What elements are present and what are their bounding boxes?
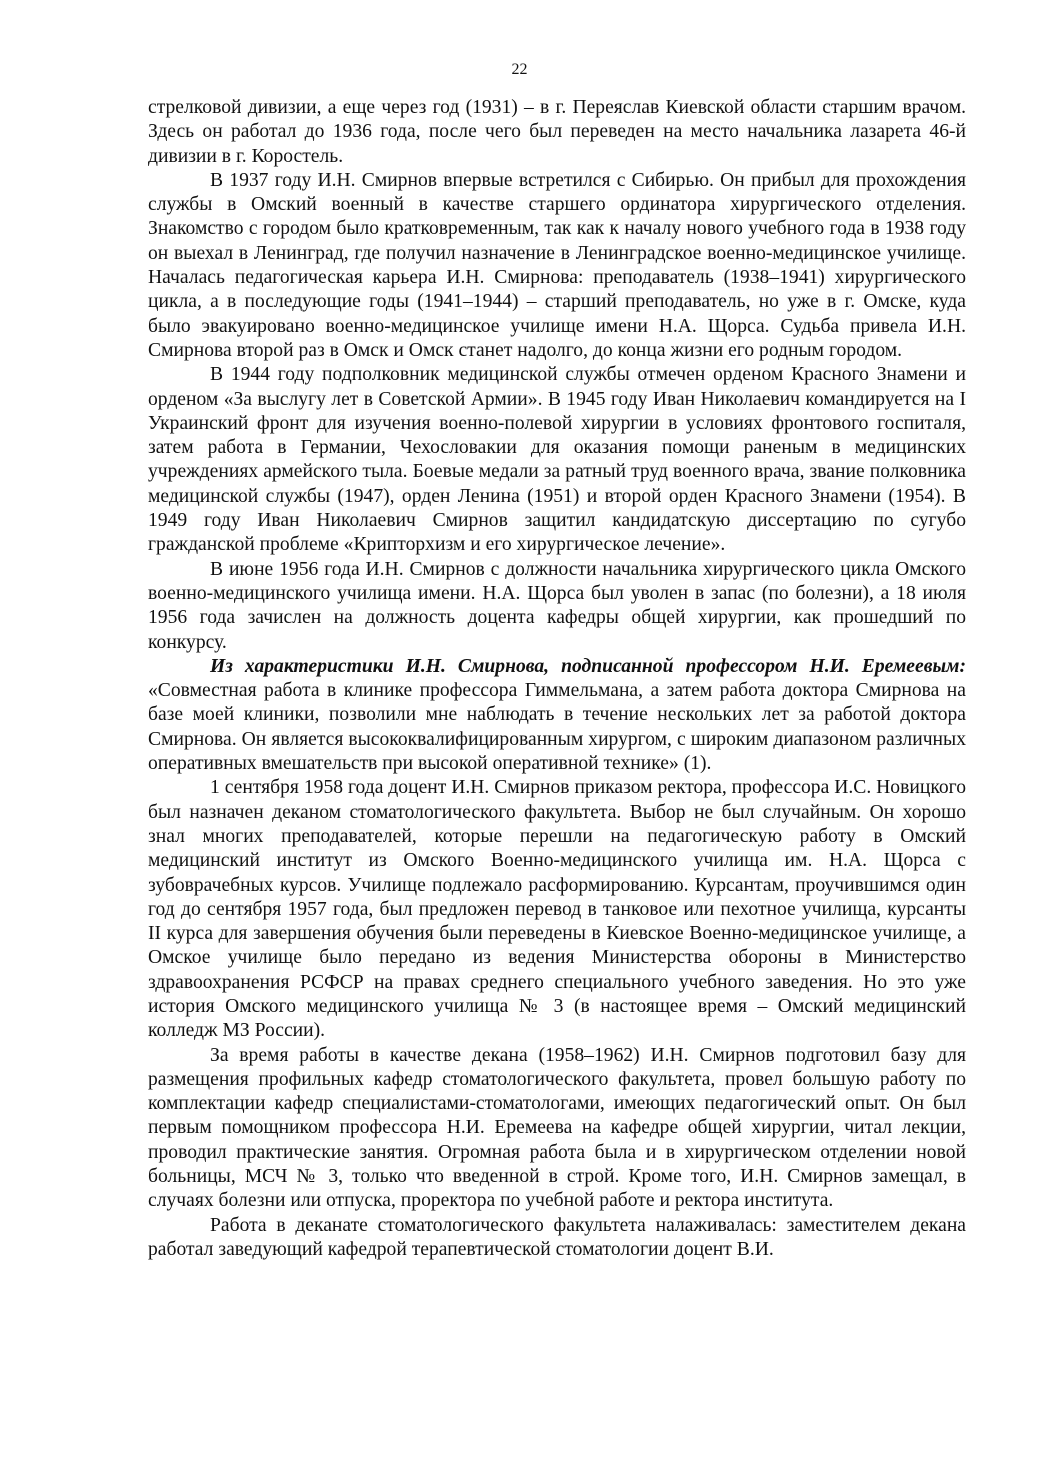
paragraph-1-text: стрелковой дивизии, а еще через год (1931) – в г. Переяслав Киевской области старшим врачом. Здесь он работал до 1936 года, после чего был переведен на место начальника лазарета 46-й дивизии в г. Коростель. bbox=[148, 97, 966, 167]
paragraph-2-text: В 1937 году И.Н. Смирнов впервые встретился с Сибирью. Он прибыл для прохождения службы в Омский военный в качестве старшего ординатора хирургического отделения. Знакомство с городом было кратковременным, так как к началу нового учебного года в 1938 году он выехал в Ленинград, где получил назначение в Ленинградское военно-медицинское училище. Началась педагогическая карьера И.Н. Смирнова: преподаватель (1938–1941) хирургического цикла, а в последующие годы (1941–1944) – старший преподаватель, но уже в г. Омске, куда было эвакуировано военно-медицинское училище имени Н.А. Щорса. Судьба привела И.Н. Смирнова второй раз в Омск и Омск станет надолго, до конца жизни его родным городом. bbox=[148, 169, 966, 361]
page-number: 22 bbox=[511, 61, 528, 78]
paragraph-6 bbox=[148, 776, 966, 1043]
paragraph-6-text: 1 сентября 1958 года доцент И.Н. Смирнов приказом ректора, профессора И.С. Новицкого был назначен деканом стоматологического факультета. Выбор не был случайным. Он хорошо знал многих преподавателей, которые перешли на педагогическую работу в Омский медицинский институт из Омского Военно-медицинского училища им. Н.А. Щорса с зубоврачебных курсов. Училище подлежало расформированию. Курсантам, проучившимся один год до сентября 1957 года, был предложен перевод в танковое или пехотное училища, курсанты II курса для завершения обучения были переведены в Киевское Военно-медицинское училище, а Омское училище было передано из ведения Министерства обороны в Министерство здравоохранения РСФСР на правах среднего специального учебного заведения. Но это уже история Омского медицинского училища № 3 (в настоящее время – Омский медицинский колледж МЗ России). bbox=[148, 777, 966, 1042]
document-body bbox=[148, 96, 966, 1262]
paragraph-3 bbox=[148, 363, 966, 557]
paragraph-5-lead: Из характеристики И.Н. Смирнова, подписанной профессором Н.И. Еремеевым: bbox=[210, 655, 966, 677]
paragraph-5-text: «Совместная работа в клинике профессора Гиммельмана, а затем работа доктора Смирнова на базе моей клиники, позволили мне наблюдать в течение нескольких лет за работой доктора Смирнова. Он является высококвалифицированным хирургом, с широким диапазоном различных оперативных вмешательств при высокой оперативной технике» (1). bbox=[148, 680, 966, 775]
paragraph-7 bbox=[148, 1044, 966, 1214]
paragraph-5 bbox=[148, 655, 966, 776]
paragraph-4 bbox=[148, 558, 966, 655]
paragraph-3-text: В 1944 году подполковник медицинской службы отмечен орденом Красного Знамени и орденом «За выслугу лет в Советской Армии». В 1945 году Иван Николаевич командируется на I Украинский фронт для изучения военно-полевой хирургии в условиях фронтового госпиталя, затем работа в Германии, Чехословакии для оказания помощи раненым в медицинских учреждениях армейского тыла. Боевые медали за ратный труд военного врача, звание полковника медицинской службы (1947), орден Ленина (1951) и второй орден Красного Знамени (1954). В 1949 году Иван Николаевич Смирнов защитил кандидатскую диссертацию по сугубо гражданской проблеме «Крипторхизм и его хирургическое лечение». bbox=[148, 364, 966, 556]
paragraph-8 bbox=[148, 1214, 966, 1263]
paragraph-8-text: Работа в деканате стоматологического факультета налаживалась: заместителем декана работал заведующий кафедрой терапевтической стоматологии доцент В.И. bbox=[148, 1214, 966, 1260]
paragraph-7-text: За время работы в качестве декана (1958–1962) И.Н. Смирнов подготовил базу для размещения профильных кафедр стоматологического факультета, провел большую работу по комплектации кафедр специалистами-стоматологами, имеющих педагогический опыт. Он был первым помощником профессора Н.И. Еремеева на кафедре общей хирургии, читал лекции, проводил практические занятия. Огромная работа была и в хирургическом отделении новой больницы, МСЧ № 3, только что введенной в строй. Кроме того, И.Н. Смирнов замещал, в случаях болезни или отпуска, проректора по учебной работе и ректора института. bbox=[148, 1044, 966, 1212]
paragraph-2 bbox=[148, 169, 966, 363]
paragraph-4-text: В июне 1956 года И.Н. Смирнов с должности начальника хирургического цикла Омского военно-медицинского училища имени. Н.А. Щорса был уволен в запас (по болезни), а 18 июля 1956 года зачислен на должность доцента кафедры общей хирургии, как прошедший по конкурсу. bbox=[148, 558, 966, 653]
paragraph-1 bbox=[148, 96, 966, 169]
